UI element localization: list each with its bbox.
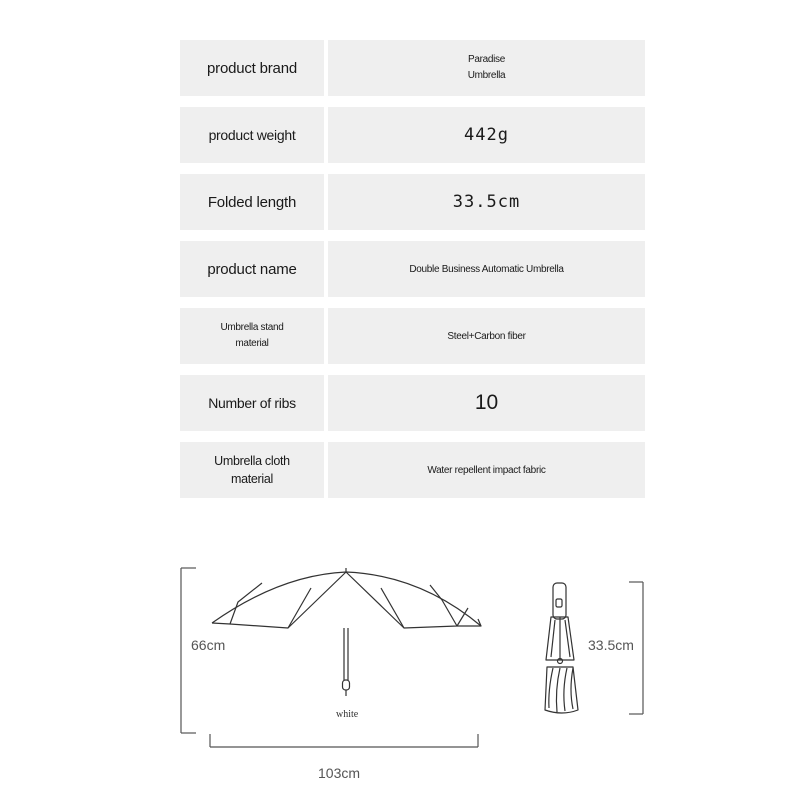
spec-label: product name	[180, 241, 324, 297]
open-width-label: 103cm	[318, 765, 361, 781]
folded-length-label: 33.5cm	[588, 637, 634, 653]
spec-value: Steel+Carbon fiber	[328, 308, 645, 364]
open-height-label: 66cm	[191, 637, 226, 653]
spec-label: product weight	[180, 107, 324, 163]
spec-value: Paradise Umbrella	[328, 40, 645, 96]
spec-label: Umbrella cloth material	[180, 442, 324, 498]
width-bracket	[210, 734, 478, 747]
spec-label: Number of ribs	[180, 375, 324, 431]
spec-value: 10	[328, 375, 645, 431]
spec-label: Folded length	[180, 174, 324, 230]
spec-value: 442g	[328, 107, 645, 163]
spec-label: product brand	[180, 40, 324, 96]
spec-value: 33.5cm	[328, 174, 645, 230]
open-umbrella-icon	[212, 568, 481, 696]
spec-label: Umbrella stand material	[180, 308, 324, 364]
color-label: white	[336, 709, 359, 720]
spec-value: Double Business Automatic Umbrella	[328, 241, 645, 297]
folded-umbrella-icon	[545, 583, 578, 713]
spec-value: Water repellent impact fabric	[328, 442, 645, 498]
